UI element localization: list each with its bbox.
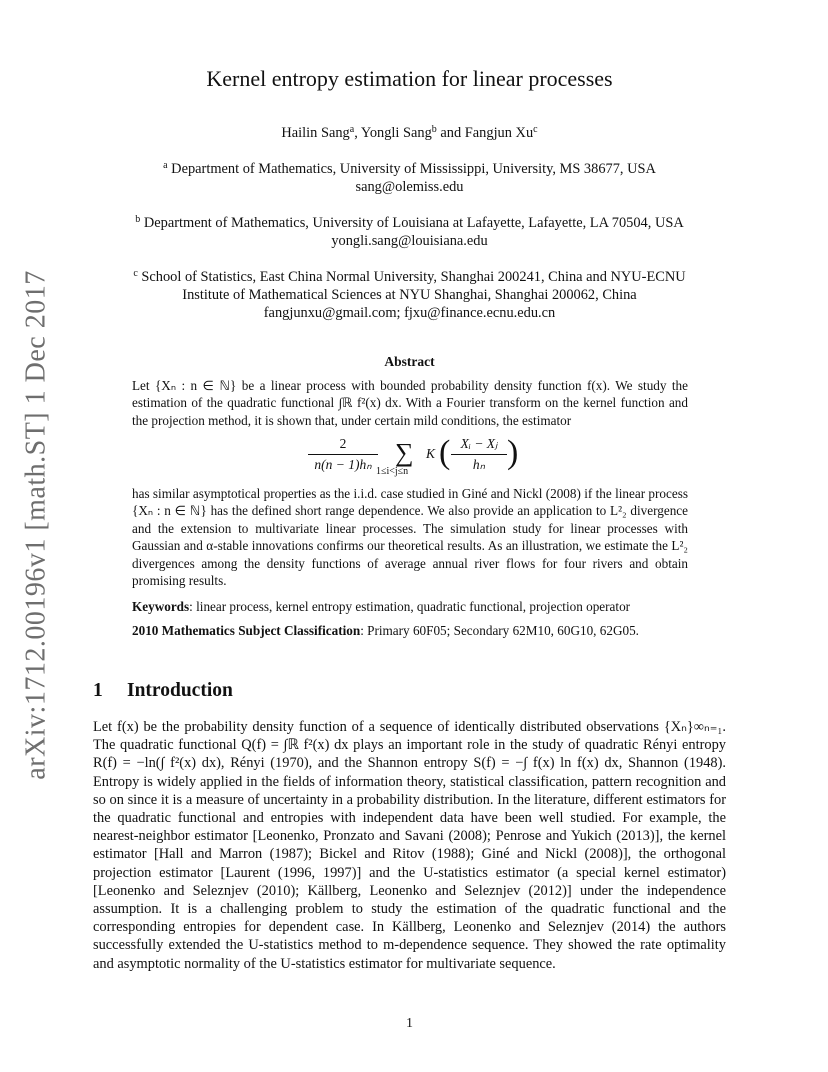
affiliation-c xyxy=(93,268,726,322)
keywords-label: Keywords xyxy=(132,599,190,614)
abstract-heading: Abstract xyxy=(384,354,435,369)
author-separator: , xyxy=(354,125,361,141)
author-email: fangjunxu@gmail.com; fjxu@finance.ecnu.edu.cn xyxy=(263,305,556,321)
affiliation-marker: b xyxy=(135,214,141,225)
affiliation-marker: a xyxy=(349,124,355,135)
right-paren: ) xyxy=(507,434,519,471)
author-email: yongli.sang@louisiana.edu xyxy=(331,233,488,249)
keywords-line xyxy=(132,598,688,615)
section-number: 1 xyxy=(93,680,103,701)
paper-title: Kernel entropy estimation for linear processes xyxy=(206,66,613,91)
formula-coefficient xyxy=(308,436,378,473)
author-separator: and xyxy=(436,125,465,141)
affiliation-marker: a xyxy=(163,160,168,171)
affiliation-text: School of Statistics, East China Normal University, Shanghai 200241, China and NYU-ECNU xyxy=(141,269,686,285)
estimator-formula xyxy=(93,436,726,478)
arxiv-id-text: arXiv:1712.00196v1 [math.ST] 1 Dec 2017 xyxy=(21,270,53,780)
abstract-paragraph-2: has similar asymptotical properties as the i.i.d. case studied in Giné and Nickl (2008) if the linear process {Xₙ : n ∈ ℕ} has the defined short range dependence. We also provide an application to L²₂ divergence and the extension to multivariate linear processes. The simulation study for linear processes with Gaussian and α-stable innovations confirms our theoretical results. As an illustration, we estimate the L²₂ divergences among the density functions of average annual river flows for four rivers and obtain promising results. xyxy=(132,486,688,589)
left-paren: ( xyxy=(439,434,451,471)
affiliation-a xyxy=(93,160,726,196)
affiliation-text: Department of Mathematics, University of Mississippi, University, MS 38677, USA xyxy=(171,161,656,177)
argument-denominator: hₙ xyxy=(451,454,507,473)
coefficient-denominator: n(n − 1)hₙ xyxy=(308,454,378,473)
msc-label: 2010 Mathematics Subject Classification xyxy=(132,623,361,638)
abstract-paragraph-1: Let {Xₙ : n ∈ ℕ} be a linear process with bounded probability density function f(x). We study the estimation of the quadratic functional ∫ℝ f²(x) dx. With a Fourier transform on the kernel function and the projection method, it is shown that, under certain mild conditions, the estimator xyxy=(132,378,688,428)
affiliation-marker: c xyxy=(533,124,538,135)
author-name: Fangjun Xu xyxy=(464,125,534,141)
author-list xyxy=(93,124,726,142)
page-number: 1 xyxy=(406,1016,413,1031)
introduction-paragraph: Let f(x) be the probability density function of a sequence of identically distributed observations {Xₙ}∞ₙ₌₁. The quadratic functional Q(f) = ∫ℝ f²(x) dx plays an important role in the study of quadratic Rényi entropy R(f) = −ln(∫ f²(x) dx), Rényi (1970), and the Shannon entropy S(f) = −∫ f(x) ln f(x) dx, Shannon (1948). Entropy is widely applied in the fields of information theory, statistical classification, pattern recognition and so on since it is a measure of uncertainty in a probability distribution. In the literature, different estimators for the quadratic functional and entropies with independent data have been well studied. For example, the nearest-neighbor estimator [Leonenko, Pronzato and Savani (2008); Penrose and Yukich (2013)], the kernel estimator [Hall and Marron (1987); Bickel and Ritov (1988); Giné and Nickl (2008)], the orthogonal projection estimator [Laurent (1996, 1997)] and the U-statistics estimator (a special kernel estimator) [Leonenko and Seleznjev (2010); Källberg, Leonenko and Seleznjev (2012)] under the independence assumption. It is a challenging problem to study the estimation of the quadratic functional and the corresponding entropies for dependent case. In Källberg, Leonenko and Seleznjev (2014) the authors successfully extended the U-statistics method to m-dependence sequence. They showed the rate optimality and asymptotic normality of the U-statistics estimator for multivariate sequence. xyxy=(93,719,726,972)
section-title: Introduction xyxy=(127,680,233,701)
summation-limits: 1≤i<j≤n xyxy=(376,466,409,477)
msc-line xyxy=(132,622,688,639)
kernel-argument xyxy=(451,436,507,473)
arxiv-identifier-stamp xyxy=(18,270,56,780)
argument-numerator: Xᵢ − Xⱼ xyxy=(460,436,498,451)
section-heading xyxy=(93,680,233,702)
affiliation-text: Department of Mathematics, University of Louisiana at Lafayette, Lafayette, LA 70504, USA xyxy=(143,215,684,231)
coefficient-numerator: 2 xyxy=(339,436,347,451)
author-email: sang@olemiss.edu xyxy=(355,179,464,195)
author-name: Hailin Sang xyxy=(281,125,350,141)
affiliation-marker: c xyxy=(133,268,138,279)
affiliation-b xyxy=(93,214,726,250)
affiliation-text-cont: Institute of Mathematical Sciences at NYU Shanghai, Shanghai 200062, China xyxy=(182,287,637,303)
msc-text: : Primary 60F05; Secondary 62M10, 60G10, 62G05. xyxy=(360,623,639,638)
summation-symbol: ∑ xyxy=(395,438,414,467)
kernel-function: K xyxy=(426,446,436,461)
author-name: Yongli Sang xyxy=(360,125,432,141)
affiliation-marker: b xyxy=(431,124,437,135)
keywords-text: : linear process, kernel entropy estimation, quadratic functional, projection operator xyxy=(189,599,631,614)
